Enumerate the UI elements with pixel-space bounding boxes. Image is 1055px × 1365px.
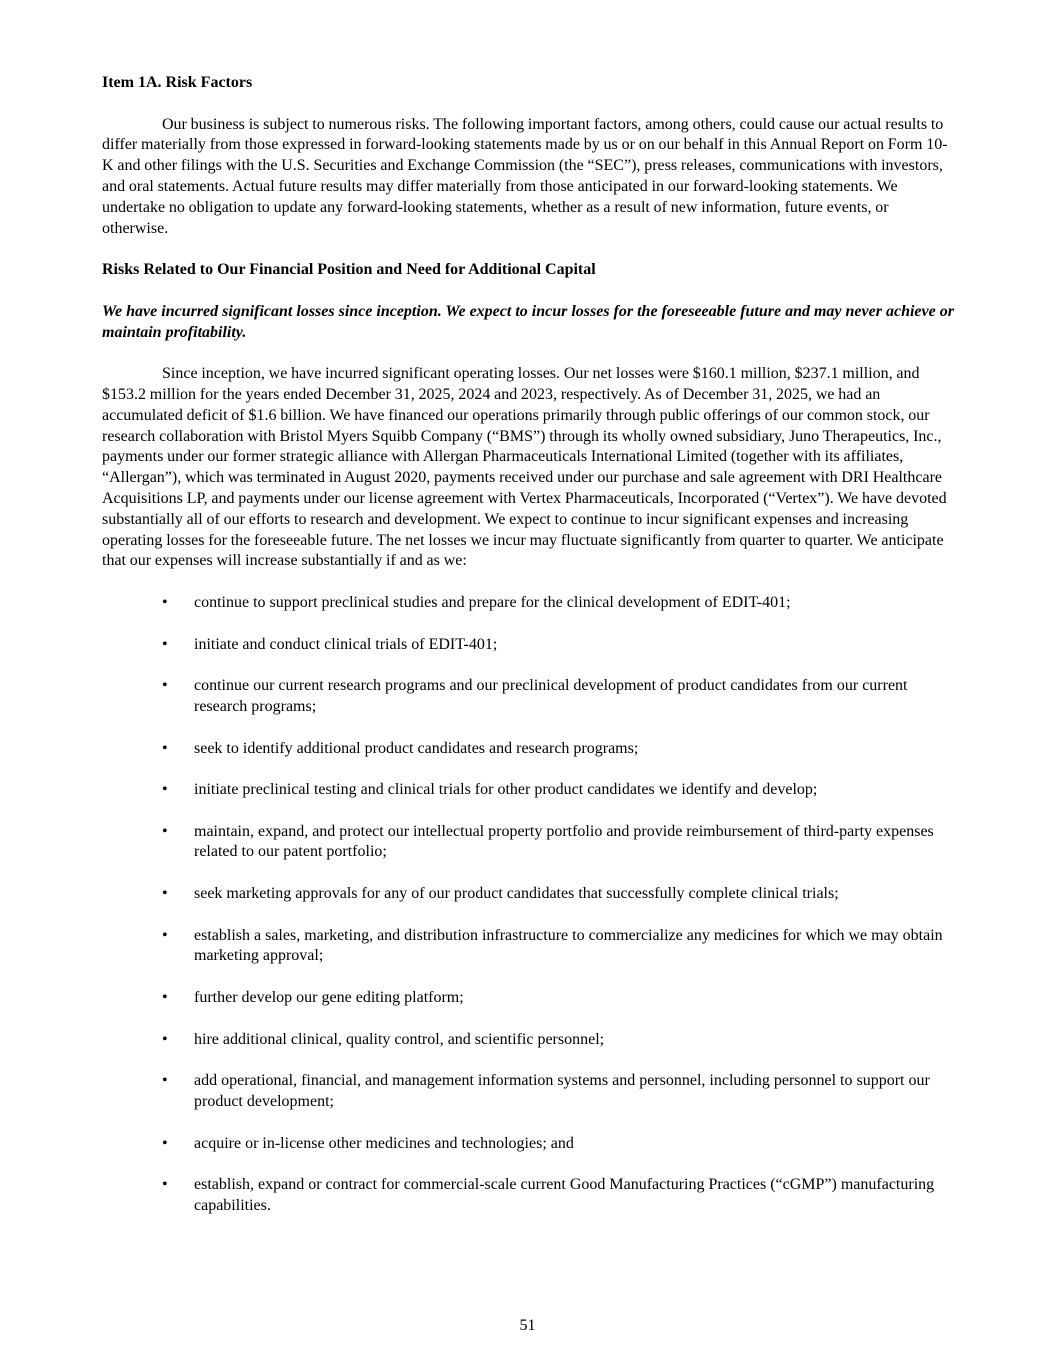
bullet-icon: • [162,822,168,840]
bullet-text: further develop our gene editing platform; [194,989,464,1007]
bullet-icon: • [162,593,168,611]
bullet-text: seek marketing approvals for any of our product candidates that successfully complete clinical trials; [194,885,839,903]
subsection-title: Risks Related to Our Financial Position and Need for Additional Capital [102,261,596,279]
list-item [102,1134,958,1155]
list-item [102,1030,958,1051]
bullet-text: establish, expand or contract for commercial-scale current Good Manufacturing Practices (“cGMP”) manufacturing capabilities. [194,1176,935,1215]
list-item [102,593,958,614]
list-item [102,988,958,1009]
bullet-icon: • [162,1072,168,1090]
bullet-icon: • [162,1176,168,1194]
list-item [102,822,958,864]
bullet-icon: • [162,1030,168,1048]
intro-paragraph: Our business is subject to numerous risks. The following important factors, among others, could cause our actual results to differ materially from those expressed in forward-looking statements made by us or on our behalf in this Annual Report on Form 10-K and other filings with the U.S. Securities and Exchange Commission (the “SEC”), press releases, communications with investors, and oral statements. Actual future results may differ materially from those anticipated in our forward-looking statements. We undertake no obligation to update any forward-looking statements, whether as a result of new information, future events, or otherwise. [102,115,948,237]
risk-paragraph: Since inception, we have incurred significant operating losses. Our net losses were $160.1 million, $237.1 million, and $153.2 million for the years ended December 31, 2025, 2024 and 2023, respectively. As of December 31, 2025, we had an accumulated deficit of $1.6 billion. We have financed our operations primarily through public offerings of our common stock, our research collaboration with Bristol Myers Squibb Company (“BMS”) through its wholly owned subsidiary, Juno Therapeutics, Inc., payments under our former strategic alliance with Allergan Pharmaceuticals International Limited (together with its affiliates, “Allergan”), which was terminated in August 2020, payments received under our purchase and sale agreement with DRI Healthcare Acquisitions LP, and payments under our license agreement with Vertex Pharmaceuticals, Incorporated (“Vertex”). We have devoted substantially all of our efforts to research and development. We expect to continue to incur significant expenses and increasing operating losses for the foreseeable future. The net losses we incur may fluctuate significantly from quarter to quarter. We anticipate that our expenses will increase substantially if and as we: [102,365,947,570]
bullet-text: hire additional clinical, quality control, and scientific personnel; [194,1030,605,1048]
list-item [102,884,958,905]
list-item [102,635,958,656]
bullet-text: seek to identify additional product candidates and research programs; [194,739,639,757]
list-item [102,676,958,718]
list-item [102,739,958,760]
bullet-icon: • [162,677,168,695]
bullet-text: continue to support preclinical studies and prepare for the clinical development of EDIT-401; [194,593,791,611]
bullet-text: establish a sales, marketing, and distribution infrastructure to commercialize any medicines for which we may obtain marketing approval; [194,926,943,965]
bullet-icon: • [162,739,168,757]
bullet-text: continue our current research programs and our preclinical development of product candidates from our current research programs; [194,677,908,715]
bullet-text: add operational, financial, and management information systems and personnel, including personnel to support our product development; [194,1072,930,1111]
list-item [102,926,958,968]
risk-title: We have incurred significant losses since inception. We expect to incur losses for the foreseeable future and may never achieve or maintain profitability. [102,302,954,341]
bullet-text: maintain, expand, and protect our intellectual property portfolio and provide reimbursement of third-party expenses related to our patent portfolio; [194,822,934,861]
bullet-text: initiate and conduct clinical trials of EDIT-401; [194,635,498,653]
list-item [102,780,958,801]
page-number: 51 [519,1317,536,1334]
section-title: Item 1A. Risk Factors [102,74,253,91]
list-item [102,1175,958,1217]
bullet-text: initiate preclinical testing and clinical trials for other product candidates we identify and develop; [194,781,818,799]
document-page [102,73,958,1238]
bullet-icon: • [162,885,168,903]
bullet-icon: • [162,1134,168,1152]
bullet-icon: • [162,989,168,1007]
bullet-icon: • [162,635,168,653]
bullet-text: acquire or in-license other medicines and technologies; and [194,1134,574,1152]
expense-bullet-list [102,593,958,1217]
bullet-icon: • [162,781,168,799]
list-item [102,1071,958,1113]
bullet-icon: • [162,926,168,944]
